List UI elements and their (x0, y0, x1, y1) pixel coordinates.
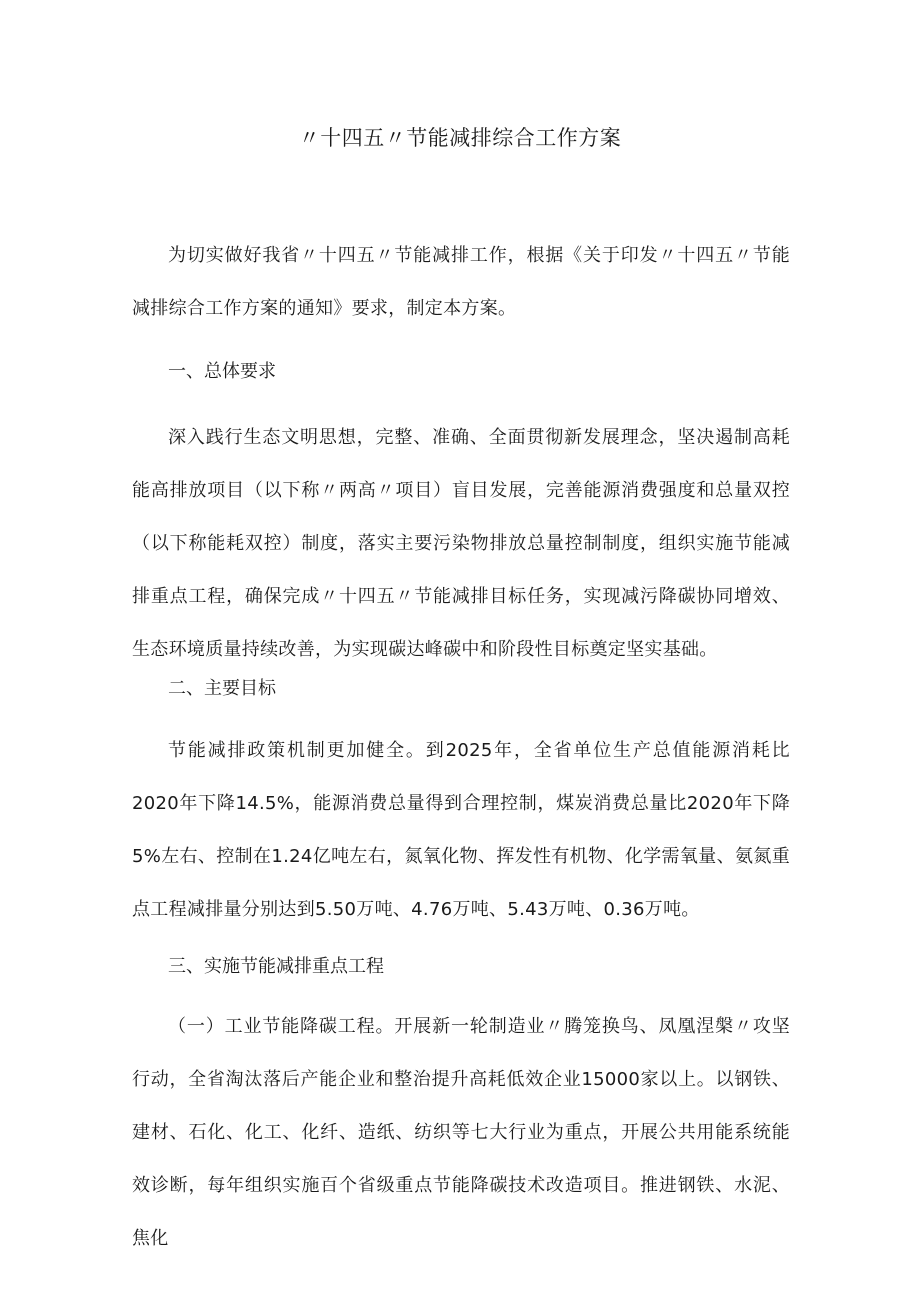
section-heading-key-projects: 三、实施节能减排重点工程 (168, 956, 384, 977)
document-title: 〃十四五〃节能减排综合工作方案 (298, 126, 622, 150)
section-body-general-requirements: 深入践行生态文明思想，完整、准确、全面贯彻新发展理念，坚决遏制高耗能高排放项目（以下称〃两高〃项目）盲目发展，完善能源消费强度和总量双控（以下称能耗双控）制度，落实主要污染物排放总量控制制度，组织实施节能减排重点工程，确保完成〃十四五〃节能减排目标任务，实现减污降碳协同增效、生态环境质量持续改善，为实现碳达峰碳中和阶段性目标奠定坚实基础。 (132, 427, 790, 660)
section-body-main-targets: 节能减排政策机制更加健全。到2025年，全省单位生产总值能源消耗比2020年下降14.5%，能源消费总量得到合理控制，煤炭消费总量比2020年下降5%左右、控制在1.24亿吨左右，氮氧化物、挥发性有机物、化学需氧量、氨氮重点工程减排量分别达到5.50万吨、4.76万吨、5.43万吨、0.36万吨。 (132, 740, 790, 920)
section-heading-main-targets: 二、主要目标 (168, 678, 276, 699)
section-heading-general-requirements: 一、总体要求 (168, 361, 276, 382)
intro-paragraph: 为切实做好我省〃十四五〃节能减排工作，根据《关于印发〃十四五〃节能减排综合工作方案的通知》要求，制定本方案。 (132, 245, 790, 319)
section-body-key-projects: （一）工业节能降碳工程。开展新一轮制造业〃腾笼换鸟、凤凰涅槃〃攻坚行动，全省淘汰落后产能企业和整治提升高耗低效企业15000家以上。以钢铁、建材、石化、化工、化纤、造纸、纺织等七大行业为重点，开展公共用能系统能效诊断，每年组织实施百个省级重点节能降碳技术改造项目。推进钢铁、水泥、焦化 (132, 1016, 790, 1249)
